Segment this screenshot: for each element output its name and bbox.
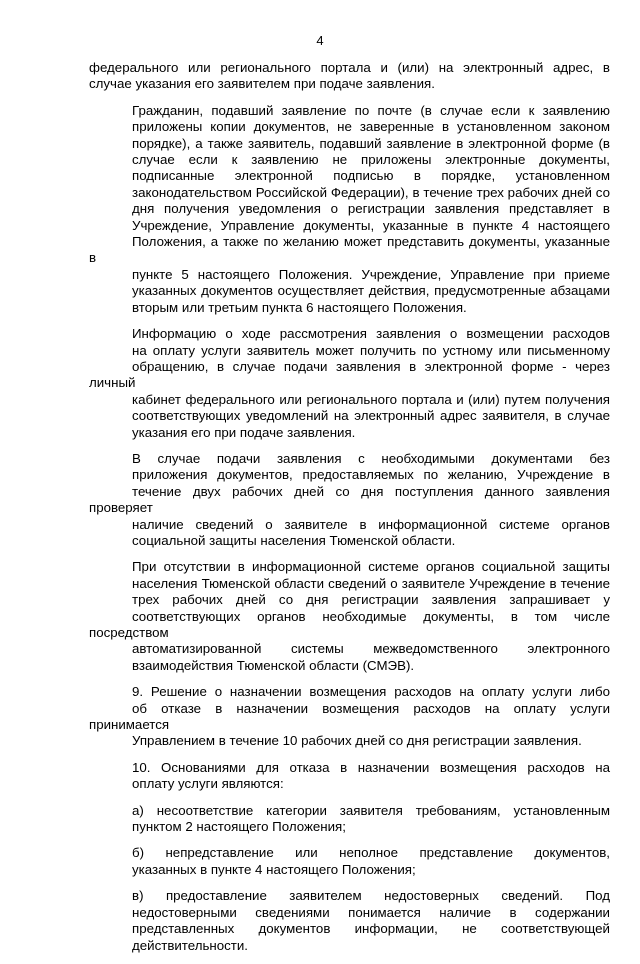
text-line: 9. Решение о назначении возмещения расходов на оплату услуги либо bbox=[132, 684, 610, 700]
text-line: об отказе в назначении возмещения расходов на оплату услуги принимается bbox=[89, 700, 610, 733]
text-line: указания его при подаче заявления. bbox=[132, 424, 356, 440]
paragraph-verification bbox=[89, 451, 610, 549]
page-number: 4 bbox=[316, 33, 324, 48]
text-line: обращению, в случае подачи заявления в электронной форме - через личный bbox=[89, 358, 610, 391]
paragraph-continuation bbox=[89, 60, 610, 93]
text-line: на оплату услуги заявитель может получить по устному или письменному bbox=[132, 342, 610, 358]
paragraph-subitem-b bbox=[89, 845, 610, 878]
text-line: а) несоответствие категории заявителя требованиям, установленным bbox=[132, 802, 610, 818]
text-line: Управлением в течение 10 рабочих дней со дня регистрации заявления. bbox=[132, 733, 582, 749]
text-line: взаимодействия Тюменской области (СМЭВ). bbox=[132, 657, 415, 673]
paragraph-status-info bbox=[89, 326, 610, 441]
text-line: Положения, а также по желанию может представить документы, указанные в bbox=[89, 234, 610, 266]
text-line: указанных в пункте 4 настоящего Положения; bbox=[132, 861, 416, 877]
text-line: случае указания его заявителем при подаче заявления. bbox=[89, 76, 435, 92]
text-line: приложены копии документов, не заверенные в установленном законом bbox=[132, 119, 610, 135]
text-line: При отсутствии в информационной системе органов социальной защиты bbox=[132, 559, 610, 575]
paragraph-mail-submission bbox=[89, 103, 610, 316]
text-line: порядке), а также заявитель, подавший заявление в электронной форме (в bbox=[132, 135, 610, 151]
paragraph-subitem-v bbox=[89, 888, 610, 954]
text-line: пунктом 2 настоящего Положения; bbox=[132, 819, 346, 835]
text-line: Гражданин, подавший заявление по почте (в случае если к заявлению bbox=[132, 102, 610, 118]
text-line: указанных документов осуществляет действия, предусмотренные абзацами bbox=[132, 283, 610, 299]
text-line: вторым или третьим пункта 6 настоящего Положения. bbox=[132, 299, 467, 315]
text-line: недостоверными сведениями понимается наличие в содержании bbox=[132, 904, 610, 920]
text-line: представленных документов информации, не соответствующей bbox=[132, 921, 610, 937]
text-line: социальной защиты населения Тюменской области. bbox=[132, 532, 456, 548]
text-line: случае если к заявлению не приложены электронные документы, bbox=[132, 152, 610, 168]
paragraph-item-9 bbox=[89, 684, 610, 750]
text-line: законодательством Российской Федерации), в течение трех рабочих дней со bbox=[132, 184, 610, 200]
text-line: соответствующих органов необходимые документы, в том числе посредством bbox=[89, 608, 610, 640]
text-line: дня получения уведомления о регистрации заявления представляет в bbox=[132, 201, 610, 217]
text-line: кабинет федерального или регионального портала и (или) путем получения bbox=[132, 391, 610, 407]
text-line: 10. Основаниями для отказа в назначении возмещения расходов на bbox=[132, 759, 610, 775]
text-line: подписанные электронной подписью в порядке, установленном bbox=[132, 168, 610, 184]
text-line: Учреждение, Управление документы, указанные в пункте 4 настоящего bbox=[132, 217, 610, 233]
text-line: оплату услуги являются: bbox=[132, 776, 284, 792]
text-line: приложения документов, предоставляемых по желанию, Учреждение в bbox=[132, 467, 610, 483]
paragraph-smev-request bbox=[89, 559, 610, 674]
paragraph-item-10 bbox=[89, 760, 610, 793]
text-line: В случае подачи заявления с необходимыми документами без bbox=[132, 450, 610, 466]
text-line: пункте 5 настоящего Положения. Учреждение, Управление при приеме bbox=[132, 266, 610, 282]
text-line: федерального или регионального портала и (или) на электронный адрес, в bbox=[89, 60, 610, 75]
text-line: б) непредставление или неполное представление документов, bbox=[132, 845, 610, 861]
text-line: населения Тюменской области сведений о заявителе Учреждение в течение bbox=[132, 575, 610, 591]
text-line: соответствующих уведомлений на электронный адрес заявителя, в случае bbox=[132, 408, 610, 424]
text-line: течение двух рабочих дней со дня поступления данного заявления проверяет bbox=[89, 483, 610, 516]
paragraph-subitem-a bbox=[89, 803, 610, 836]
text-line: действительности. bbox=[132, 937, 248, 953]
text-line: автоматизированной системы межведомственного электронного bbox=[132, 641, 610, 657]
text-line: Информацию о ходе рассмотрения заявления о возмещении расходов bbox=[132, 326, 610, 342]
document-body bbox=[89, 60, 610, 964]
text-line: трех рабочих дней со дня регистрации заявления запрашивает у bbox=[132, 592, 610, 608]
text-line: в) предоставление заявителем недостоверных сведений. Под bbox=[132, 888, 610, 904]
text-line: наличие сведений о заявителе в информационной системе органов bbox=[132, 516, 610, 532]
